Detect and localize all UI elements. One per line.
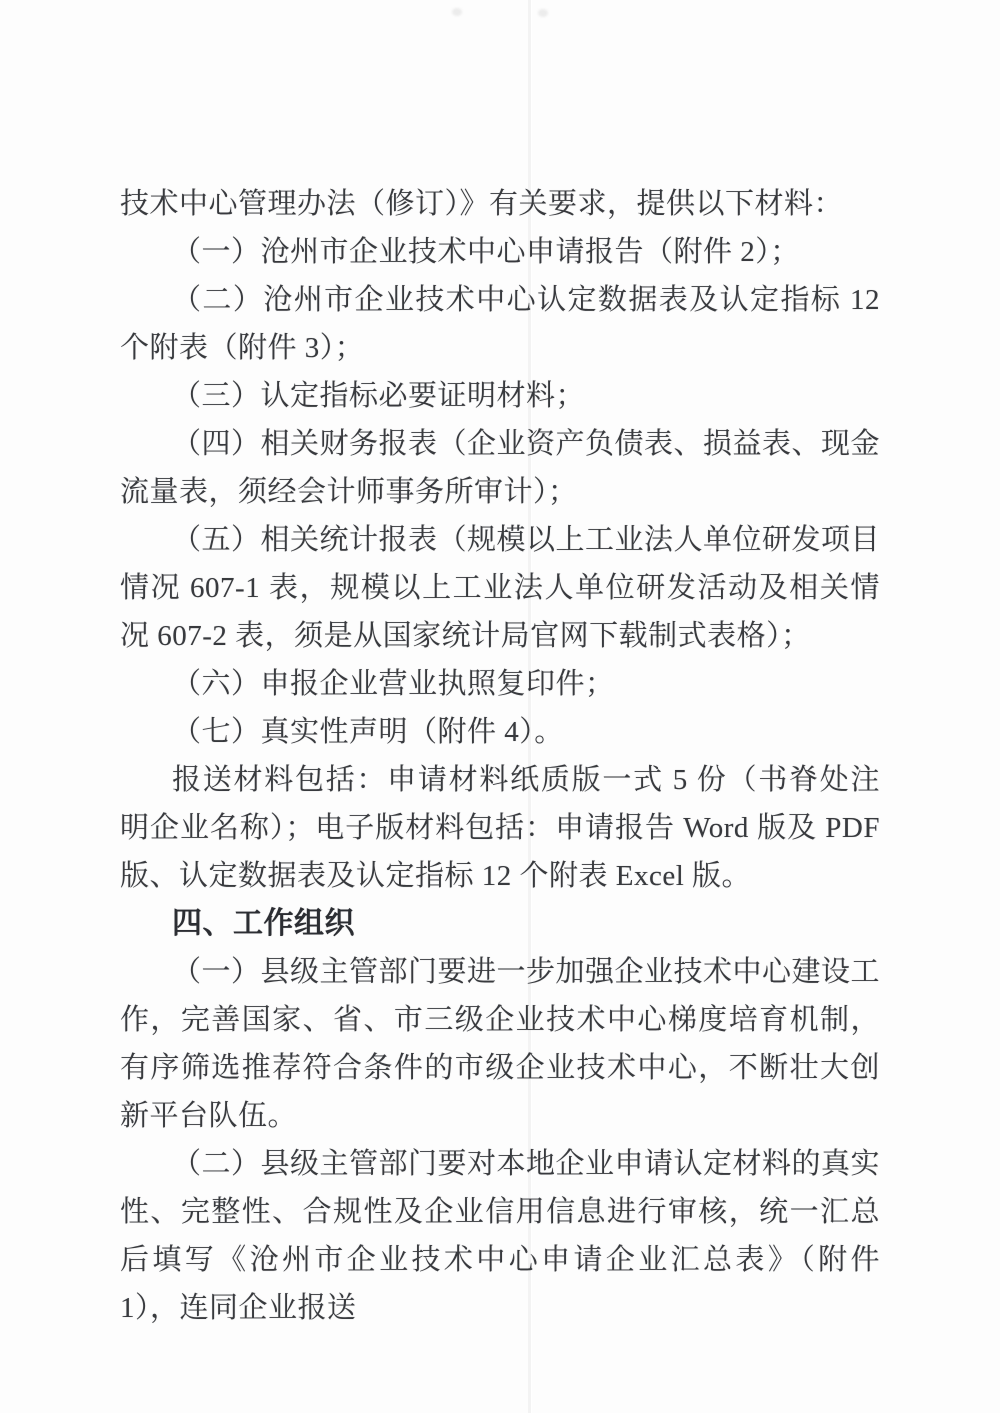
material-item-2: （二）沧州市企业技术中心认定数据表及认定指标 12 个附表（附件 3）； [120,284,880,364]
material-item-6: （六）申报企业营业执照复印件； [172,668,615,700]
paragraph-submission-note: 报送材料包括：申请材料纸质版一式 5 份（书脊处注明企业名称）；电子版材料包括：申请报告 Word 版及 PDF 版、认定数据表及认定指标 12 个附表 Excel 版。 [120,764,880,892]
material-item-3: （三）认定指标必要证明材料； [172,380,586,412]
section-heading-work-organization: 四、工作组织 [172,907,355,940]
scan-smudge [452,8,462,16]
paragraph-intro-continuation: 技术中心管理办法（修订）》有关要求，提供以下材料： [120,188,844,220]
material-item-1: （一）沧州市企业技术中心申请报告（附件 2）； [172,236,800,268]
material-item-7: （七）真实性声明（附件 4）。 [172,716,564,748]
work-org-item-2: （二）县级主管部门要对本地企业申请认定材料的真实性、完整性、合规性及企业信用信息进行审核，统一汇总后填写《沧州市企业技术中心申请企业汇总表》（附件 1），连同企业报送 [120,1148,881,1324]
work-org-item-1: （一）县级主管部门要进一步加强企业技术中心建设工作，完善国家、省、市三级企业技术中心梯度培育机制，有序筛选推荐符合条件的市级企业技术中心，不断壮大创新平台队伍。 [120,956,881,1132]
material-item-5: （五）相关统计报表（规模以上工业法人单位研发项目情况 607-1 表，规模以上工业法人单位研发活动及相关情况 607-2 表，须是从国家统计局官网下载制式表格）； [120,524,881,652]
material-item-4: （四）相关财务报表（企业资产负债表、损益表、现金流量表，须经会计师事务所审计）； [120,428,881,508]
document-body [120,180,880,1332]
scan-smudge [538,9,548,17]
